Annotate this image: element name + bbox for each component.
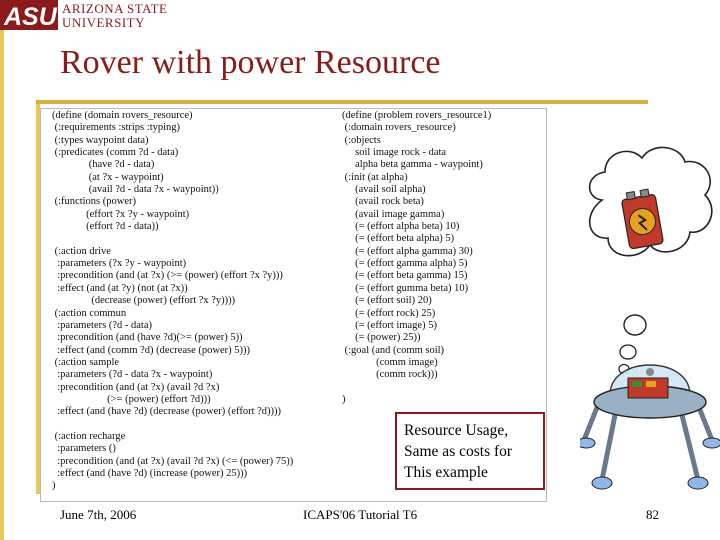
- code-line: (define (problem rovers_resource1): [342, 110, 492, 121]
- code-line: (:requirements :strips :typing): [52, 122, 181, 134]
- footer-date: June 7th, 2006: [60, 507, 137, 522]
- code-line: (:objects: [342, 134, 381, 146]
- code-line: (:domain rovers_resource): [342, 122, 456, 134]
- code-line: (avail image gamma): [342, 208, 445, 220]
- code-line: (define (domain rovers_resource): [52, 110, 193, 121]
- code-line: :parameters (): [52, 443, 116, 455]
- code-line: (effort ?x ?y - waypoint): [52, 208, 190, 220]
- code-line: (= (effort image) 5): [342, 319, 437, 331]
- footer-event: ICAPS'06 Tutorial T6: [303, 507, 418, 522]
- code-line: :parameters (?d - data): [52, 319, 152, 331]
- code-line: :precondition (and (at ?x) (avail ?d ?x) (<= (power) 75)): [52, 455, 294, 467]
- code-line: :parameters (?d - data ?x - waypoint): [52, 369, 213, 381]
- svg-text:ASU: ASU: [4, 3, 57, 30]
- code-line: (:action recharge: [52, 430, 126, 442]
- title-underline: [36, 100, 648, 104]
- rover-robot-icon: [580, 365, 720, 489]
- code-line: (>= (power) (effort ?d))): [52, 393, 211, 405]
- slide-number: 82: [646, 507, 659, 522]
- rover-battery-clipart: [580, 140, 720, 500]
- code-line: (= (effort rock) 25): [342, 307, 436, 319]
- callout-line: Resource Usage,: [404, 422, 509, 439]
- header-bar: [0, 0, 720, 32]
- slide-title: Rover with power Resource: [60, 44, 441, 81]
- code-line: (= (effort gumma beta) 10): [342, 282, 469, 294]
- domain-definition-code: [52, 110, 293, 493]
- code-line: (:types waypoint data): [52, 134, 149, 146]
- code-line: :parameters (?x ?y - waypoint): [52, 258, 187, 270]
- code-line: :effect (and (have ?d) (decrease (power) (effort ?d)))): [52, 406, 282, 418]
- code-line: (= (effort beta gamma) 15): [342, 270, 468, 282]
- code-line: (comm image): [342, 356, 438, 368]
- code-line: [342, 382, 491, 394]
- code-line: (:action commun: [52, 307, 127, 319]
- left-accent-rule: [0, 30, 4, 540]
- code-line: (:action sample: [52, 356, 120, 368]
- code-line: (= (power) 25)): [342, 332, 421, 344]
- code-line: (= (effort beta alpha) 5): [342, 233, 455, 245]
- code-line: (decrease (power) (effort ?x ?y)))): [52, 295, 236, 307]
- code-line: :effect (and (comm ?d) (decrease (power) 5))): [52, 344, 251, 356]
- code-line: :precondition (and (have ?d)(>= (power) 5)): [52, 332, 243, 344]
- code-line: :effect (and (at ?y) (not (at ?x)): [52, 282, 188, 294]
- code-line: (= (effort soil) 20): [342, 295, 432, 307]
- svg-text:Arizona State: Arizona State: [62, 1, 168, 16]
- code-line: alpha beta gamma - waypoint): [342, 159, 483, 171]
- code-line: ): [342, 393, 346, 405]
- code-line: :precondition (and (at ?x) (>= (power) (effort ?x ?y))): [52, 270, 283, 282]
- code-line: (avail soil alpha): [342, 184, 426, 196]
- code-line: :precondition (and (at ?x) (avail ?d ?x): [52, 381, 220, 393]
- code-line: (:init (at alpha): [342, 171, 408, 183]
- asu-logo: [0, 0, 170, 30]
- code-line: (have ?d - data): [52, 159, 155, 171]
- code-line: (:predicates (comm ?d - data): [52, 147, 179, 159]
- code-line: (at ?x - waypoint): [52, 171, 164, 183]
- code-line: ): [52, 480, 56, 492]
- code-line: [52, 233, 293, 245]
- code-line: (= (effort gamma alpha) 5): [342, 258, 468, 270]
- code-line: (avail rock beta): [342, 196, 424, 208]
- code-line: (effort ?d - data)): [52, 221, 159, 233]
- thought-cloud-icon: [590, 147, 712, 373]
- code-line: (= (effort alpha gamma) 30): [342, 245, 473, 257]
- svg-text:University: University: [62, 15, 145, 30]
- code-line: (:functions (power): [52, 196, 136, 208]
- code-line: soil image rock - data: [342, 147, 447, 159]
- code-line: (comm rock))): [342, 369, 438, 381]
- code-line: :effect (and (have ?d) (increase (power) 25))): [52, 467, 248, 479]
- code-line: (:goal (and (comm soil): [342, 344, 445, 356]
- code-line: (= (effort alpha beta) 10): [342, 221, 460, 233]
- code-line: (avail ?d - data ?x - waypoint)): [52, 184, 219, 196]
- callout-line: Same as costs for: [404, 443, 513, 460]
- code-line: [52, 419, 293, 431]
- code-line: (:action drive: [52, 245, 111, 257]
- problem-definition-code: [342, 110, 491, 406]
- callout-line: This example: [404, 464, 488, 481]
- resource-usage-callout: [395, 412, 545, 490]
